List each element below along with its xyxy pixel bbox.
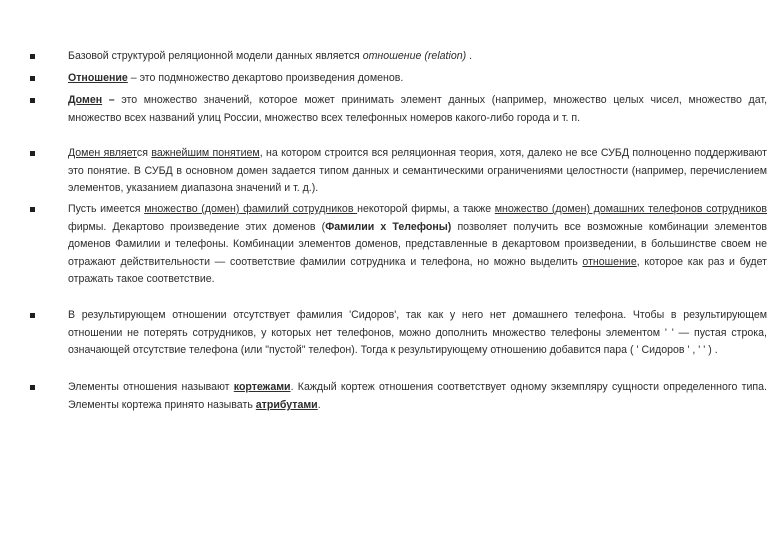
- bullet-text: [68, 92, 767, 127]
- bullet-text: [68, 48, 767, 66]
- square-bullet-icon: [30, 76, 35, 81]
- text-span: Пусть имеется: [68, 203, 145, 215]
- italic-term-relation: отношение (relation): [362, 50, 467, 62]
- text-span: ся: [136, 147, 152, 159]
- underlined-text: отношение: [582, 255, 637, 268]
- underlined-text: множество (домен) домашних телефонов сотрудников: [494, 203, 767, 215]
- bullet-text: [68, 145, 767, 198]
- text-span: позволяет получить все возможные комбинации элементов доменов Фамилии и телефоны. Комбинации элементов доменов, представленные в декартовом произведении, в большинстве своем не отражают действительности — соответствие фамилии сотрудника и телефона, но можно выделить: [68, 220, 767, 268]
- term-tuples: кортежами: [233, 381, 291, 393]
- bold-text: Фамилии х Телефоны): [325, 220, 452, 233]
- bullet-text: [68, 307, 767, 360]
- term-attributes: атрибутами: [255, 398, 318, 411]
- underlined-text: Домен являет: [68, 147, 137, 159]
- bullet-text: [68, 379, 767, 414]
- text-span: Базовой структурой реляционной модели данных является: [68, 50, 363, 62]
- text-span: –: [102, 94, 122, 106]
- text-span: – это подмножество декартово произведения доменов.: [127, 72, 404, 84]
- bullet-text: [68, 201, 767, 289]
- underlined-text: множество (домен) фамилий сотрудников: [144, 203, 358, 215]
- square-bullet-icon: [30, 151, 35, 156]
- text-span: , которое как раз и будет отражать такое соответствие.: [68, 255, 767, 286]
- text-span: В результирующем отношении отсутствует фамилия 'Сидоров', так как у него нет домашнего телефона. Чтобы в результирующем отношении не потерять сотрудников, у которых нет телефонов, можно дополнить множество телефоны элементом ' ' — пустая строка, означающей отсутствие телефона (или "пустой" телефон). Тогда к результирующему отношению добавится пара ( ' Сидоров ' , ' ' ) .: [68, 309, 767, 357]
- underlined-text: важнейшим понятием: [151, 147, 260, 159]
- square-bullet-icon: [30, 313, 35, 318]
- square-bullet-icon: [30, 207, 35, 212]
- text-span: .: [317, 398, 321, 411]
- text-span: некоторой фирмы, а также: [357, 203, 495, 215]
- square-bullet-icon: [30, 98, 35, 103]
- text-span: .: [466, 50, 473, 62]
- bullet-text: [68, 70, 767, 88]
- term-relation: Отношение: [68, 72, 128, 84]
- text-span: . Каждый кортеж отношения соответствует одному экземпляру сущности определенного типа. Элементы кортежа принято называть: [68, 381, 767, 411]
- square-bullet-icon: [30, 54, 35, 59]
- text-span: Элементы отношения называют: [68, 381, 234, 393]
- text-span: фирмы. Декартово произведение этих доменов (: [68, 220, 326, 233]
- term-domain: Домен: [68, 94, 103, 106]
- text-span: , на котором строится вся реляционная теория, хотя, далеко не все СУБД полноценно поддерживают это понятие. В СУБД в основном домен задается типом данных и семантическими ограничениями целостности (например, перечислением элементов, указанием диапазона значений и т. д.).: [68, 147, 767, 195]
- text-span: это множество значений, которое может принимать элемент данных (например, множество целых чисел, множество дат, множество всех названий улиц России, множество всех телефонных номеров какого-либо города и т. п.: [68, 94, 768, 124]
- square-bullet-icon: [30, 385, 35, 390]
